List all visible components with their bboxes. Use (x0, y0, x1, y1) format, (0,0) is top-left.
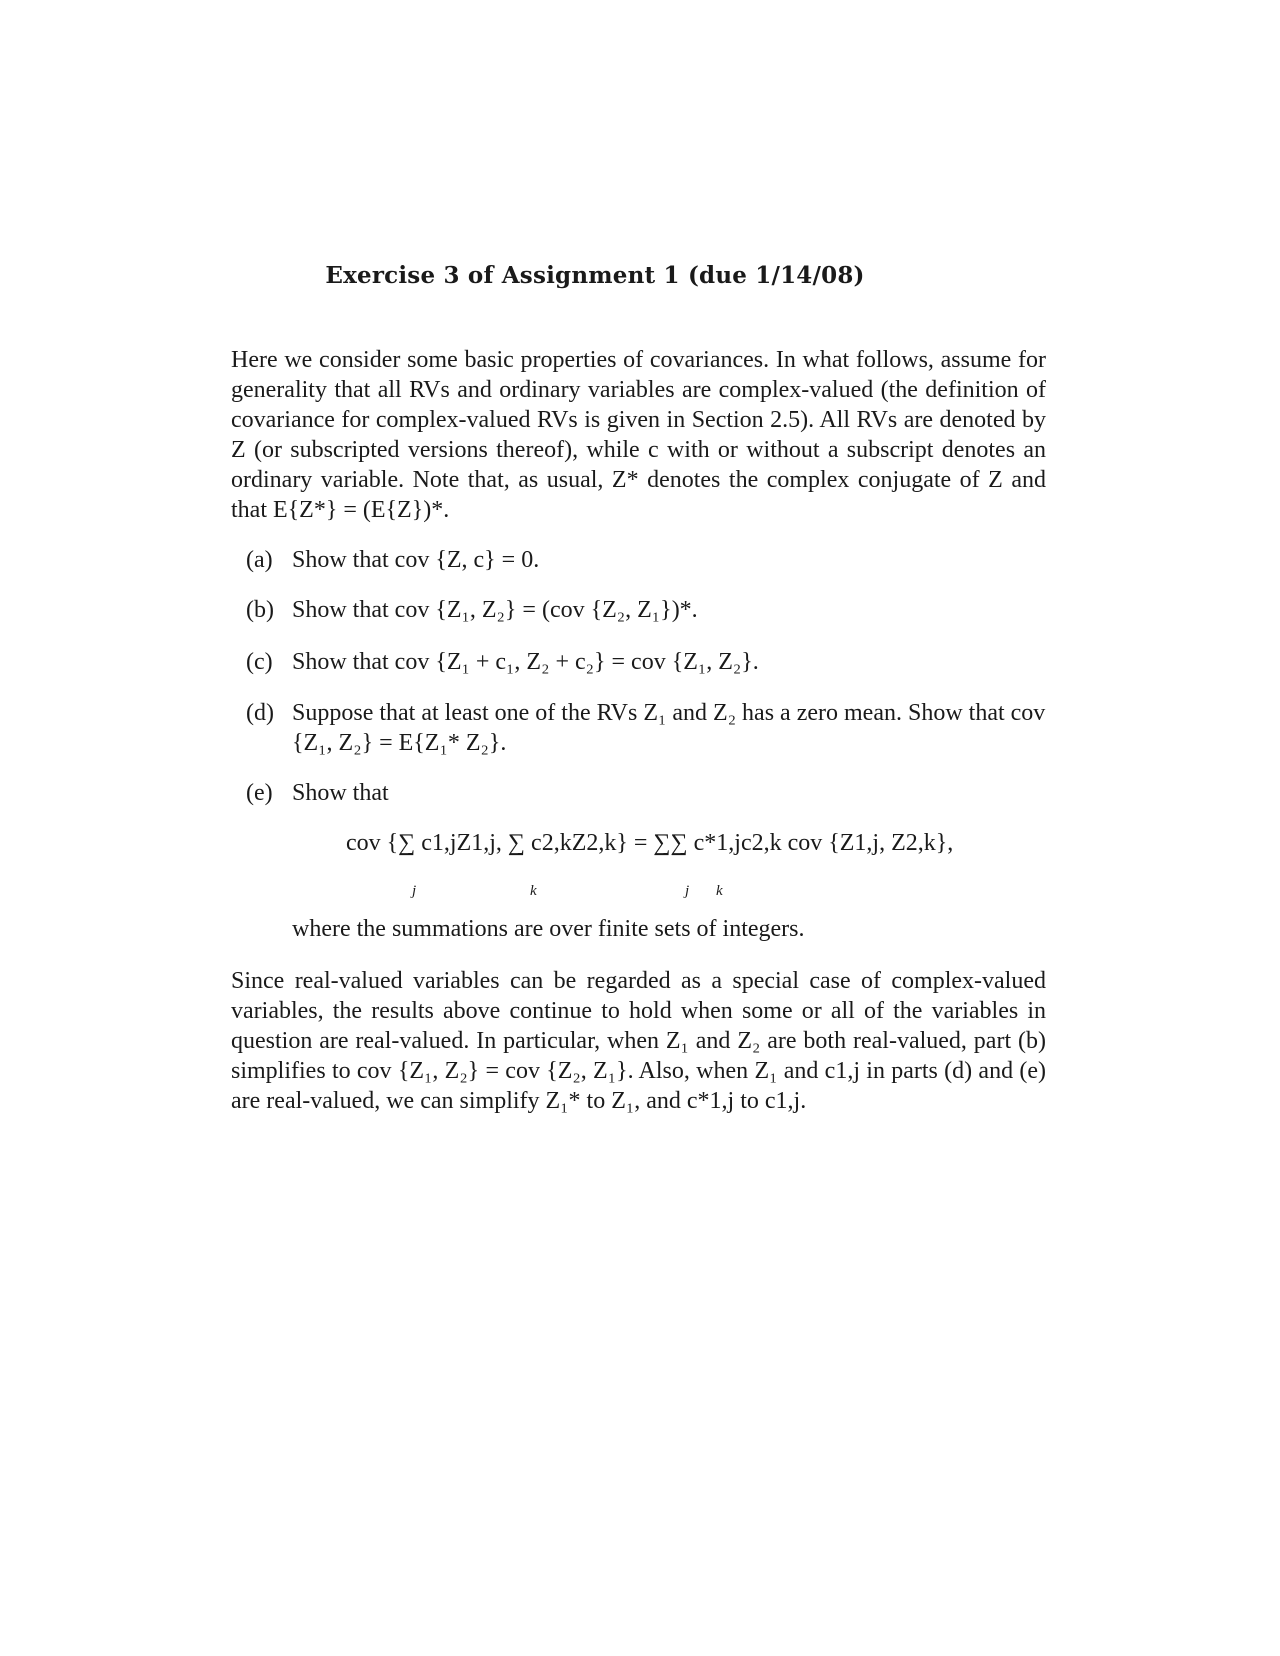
list-item (246, 595, 1046, 625)
sum-limit: k (716, 883, 723, 899)
list-item (246, 698, 1046, 758)
intro-text: Here we consider some basic properties of covariances. In what follows, assume for generality that all RVs and ordinary variables are complex-valued (the definition of covariance for complex-valued RVs is given in Section 2.5). All RVs are denoted by Z (or subscripted versions thereof), while c with or without a subscript denotes an ordinary variable. Note that, as usual, Z* denotes the complex conjugate of Z and that E{Z*} = (E{Z})*. (231, 347, 1046, 523)
item-label: (c) (246, 649, 273, 675)
item-text: Suppose that at least one of the RVs Z₁ and Z₂ has a zero mean. Show that cov {Z₁, Z₂} = E{Z₁* Z₂}. (292, 700, 1046, 756)
where-line: where the summations are over finite sets of integers. (292, 916, 805, 942)
outro-text: Since real-valued variables can be regarded as a special case of complex-valued variables, the results above continue to hold when some or all of the variables in question are real-valued. In particular, when Z₁ and Z₂ are both real-valued, part (b) simplifies to cov {Z₁, Z₂} = cov {Z₂, Z₁}. Also, when Z₁ and c1,j in parts (d) and (e) are real-valued, we can simplify Z₁* to Z₁, and c*1,j to c1,j. (231, 968, 1046, 1114)
display-equation (346, 826, 1046, 899)
equation-text: cov {∑ c1,jZ1,j, ∑ c2,kZ2,k} = ∑∑ c*1,jc2,k cov {Z1,j, Z2,k}, (346, 830, 954, 856)
closing-paragraph (231, 966, 1046, 1116)
item-text: Show that cov {Z, c} = 0. (292, 547, 540, 573)
list-item (246, 545, 1046, 575)
sum-limit: j (685, 883, 690, 899)
item-label: (b) (246, 597, 274, 623)
page-title: Exercise 3 of Assignment 1 (due 1/14/08) (325, 262, 865, 289)
item-label: (a) (246, 547, 273, 573)
item-label: (d) (246, 700, 274, 726)
item-text: Show that (292, 780, 389, 806)
item-text: Show that cov {Z₁, Z₂} = (cov {Z₂, Z₁})*. (292, 597, 698, 623)
list-item (246, 778, 1046, 808)
sum-limit: j (412, 883, 417, 899)
sum-limit: k (530, 883, 537, 899)
item-text: Show that cov {Z₁ + c₁, Z₂ + c₂} = cov {Z₁, Z₂}. (292, 649, 759, 675)
item-label: (e) (246, 780, 273, 806)
intro-paragraph (231, 345, 1046, 525)
list-item (246, 647, 1046, 677)
